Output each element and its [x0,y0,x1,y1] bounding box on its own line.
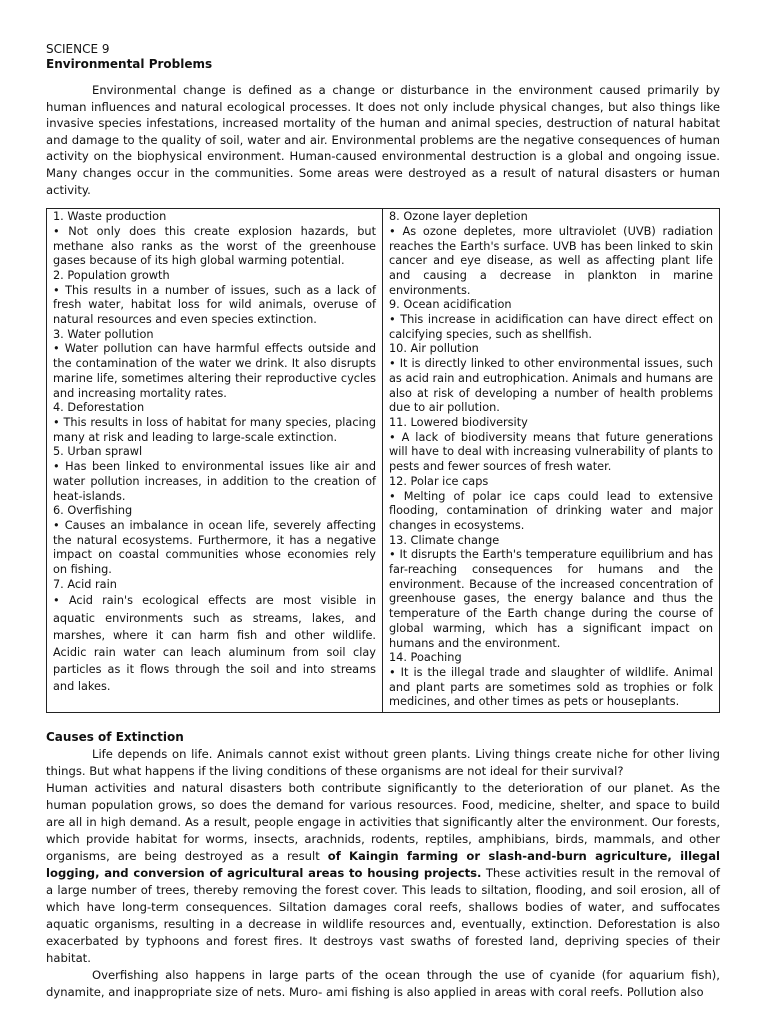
problem-text: • Water pollution can have harmful effects outside and the contamination of the water we drink. It also disrupts marine life, sometimes altering their reproductive cycles and increasing mortality rates. [53,342,376,400]
problem-heading: 4. Deforestation [53,401,145,415]
problem-text: • As ozone depletes, more ultraviolet (UVB) radiation reaches the Earth's surface. UVB has been linked to skin cancer and eye disease, as well as affecting plant life and causing a decrease in plankton in marine environments. [389,224,713,297]
intro-paragraph: Environmental change is defined as a change or disturbance in the environment caused primarily by human influences and natural ecological processes. It does not only include physical changes, but also things like invasive species infestations, increased mortality of the human and animal species, destruction of natural habitat and damage to the quality of soil, water and air. Environmental problems are the negative consequences of human activity on the biophysical environment. Human-caused environmental destruction is a global and ongoing issue. Many changes occur in the communities. Some areas were destroyed as a result of natural disasters or human activity. [46,83,720,197]
subject-label: SCIENCE 9 [46,42,110,56]
paragraph-text: Human activities and natural disasters both contribute significantly to the deterioration of our planet. As the human population grows, so does the demand for various resources. Food, medicine, shelter, and space to build are all in high demand. As a result, people engage in activities that significantly alter the environment. Our forests, which provide habitat for worms, insects, arachnids, rodents, reptiles, amphibians, birds, mammals, and other organisms, are being destroyed as a result [46,781,720,864]
problem-text: • Causes an imbalance in ocean life, severely affecting the natural ecosystems. Furthermore, it has a negative impact on coastal communities whose economies rely on fishing. [53,518,376,577]
document-title: Environmental Problems [46,57,213,71]
problem-text: • It disrupts the Earth's temperature equilibrium and has far-reaching consequences for humans and the environment. Because of the increased concentration of greenhouse gases, the energy balance and thus the temperature of the Earth change during the course of global warming, which has a significant impact on humans and the environment. [389,548,713,650]
causes-paragraph: Overfishing also happens in large parts of the ocean through the use of cyanide (for aquarium fish), dynamite, and inappropriate size of nets. Muro- ami fishing is also applied in areas with coral reefs. Pollution also [46,968,720,1000]
paragraph-text: These activities result in the removal of a large number of trees, thereby removing the forest cover. This leads to siltation, flooding, and soil erosion, all of which have long-term consequences. Siltation damages coral reefs, shallows bodies of water, and suffocates aquatic organisms, resulting in a decrease in wildlife resources and, eventually, extinction. Deforestation is also exacerbated by typhoons and forest fires. It destroys vast swaths of forested land, depriving species of their habitat. [46,866,720,966]
causes-paragraph: Life depends on life. Animals cannot exist without green plants. Living things create niche for other living things. But what happens if the living conditions of these organisms are not ideal for their survival? [46,747,720,779]
problem-text: • It is directly linked to other environmental issues, such as acid rain and eutrophication. Animals and humans are also at risk of developing a number of health problems due to air pollution. [389,357,713,415]
problem-heading: 12. Polar ice caps [389,474,489,488]
problem-heading: 9. Ocean acidification [389,298,512,312]
problem-text: • Has been linked to environmental issues like air and water pollution increases, in addition to the creation of heat-islands. [53,460,376,503]
document-page [46,42,720,1001]
section-heading: Causes of Extinction [46,730,184,745]
problem-heading: 14. Poaching [389,651,462,665]
problem-heading: 7. Acid rain [53,577,117,591]
problem-text: • This results in loss of habitat for many species, placing many at risk and leading to large-scale extinction. [53,416,376,444]
problem-heading: 2. Population growth [53,268,170,282]
problem-heading: 1. Waste production [53,210,167,224]
problem-heading: 6. Overfishing [53,504,133,518]
problem-text: • Not only does this create explosion hazards, but methane also ranks as the worst of the greenhouse gases because of its high global warming potential. [53,224,376,268]
problem-text: • Acid rain's ecological effects are most visible in aquatic environments such as streams, lakes, and marshes, where it can harm fish and other wildlife. Acidic rain water can leach aluminum from soil clay particles as it flows through the soil and into streams and lakes. [53,594,376,694]
problems-right-column [383,209,719,712]
problem-heading: 3. Water pollution [53,327,154,341]
problem-heading: 13. Climate change [389,533,500,547]
problem-heading: 11. Lowered biodiversity [389,416,528,429]
problems-table [46,208,720,713]
emphasized-text: of Kaingin farming or slash-and-burn agriculture, illegal logging, and conversion of agricultural areas to housing projects. [46,849,720,881]
problems-left-column [47,209,383,712]
problem-text: • It is the illegal trade and slaughter of wildlife. Animal and plant parts are sometimes sold as trophies or folk medicines, and other times as pets or houseplants. [389,665,713,709]
problem-text: • Melting of polar ice caps could lead to extensive flooding, contamination of drinking water and major changes in ecosystems. [389,489,713,532]
problem-text: • This results in a number of issues, such as a lack of fresh water, habitat loss for wild animals, overuse of natural resources and even species extinction. [53,283,376,327]
problem-heading: 5. Urban sprawl [53,445,143,459]
problem-heading: 10. Air pollution [389,342,479,356]
problem-heading: 8. Ozone layer depletion [389,210,528,224]
problem-text: • A lack of biodiversity means that future generations will have to deal with increasing vulnerability of plants to pests and fewer sources of fresh water. [389,430,713,474]
problem-text: • This increase in acidification can have direct effect on calcifying species, such as shellfish. [389,313,713,341]
causes-paragraph [46,780,720,967]
